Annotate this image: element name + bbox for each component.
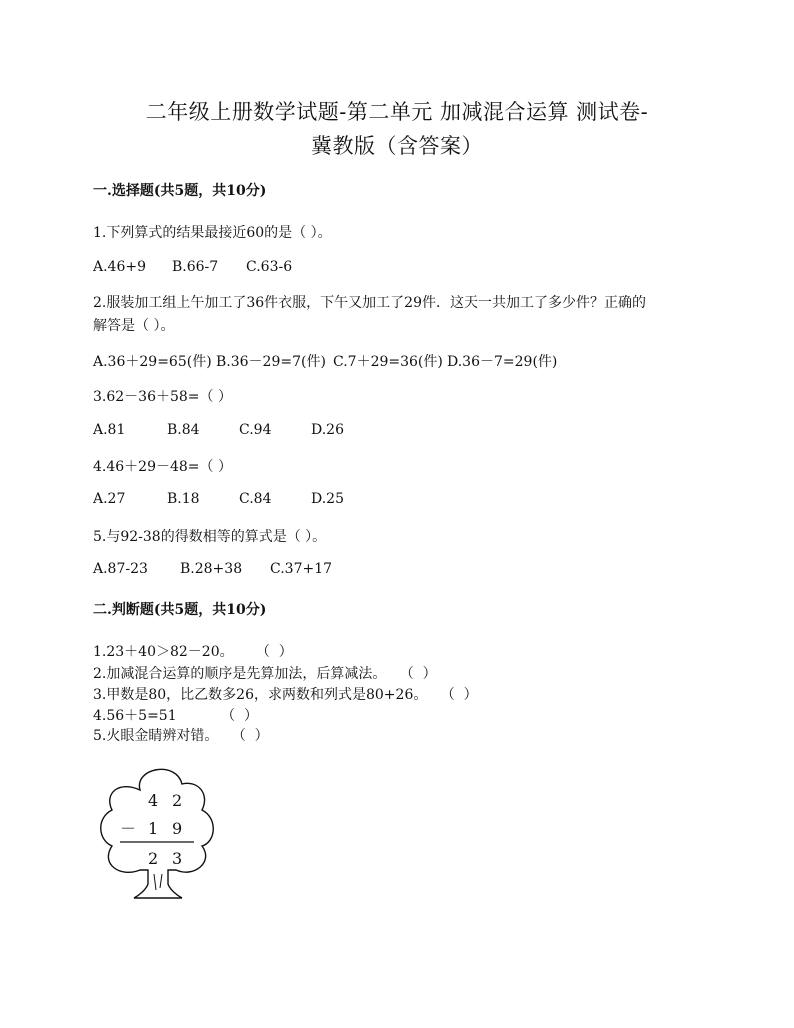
option-b: B.36－29=7(件) xyxy=(216,354,326,370)
option-c: C.84 xyxy=(239,491,272,507)
option-c: C.37+17 xyxy=(270,561,333,577)
judge-item-4: 4.56＋5=51 （ ） xyxy=(93,708,259,724)
question-1: 1.下列算式的结果最接近60的是（ ）。 xyxy=(93,225,332,241)
option-a: A.81 xyxy=(93,422,126,438)
option-b: B.84 xyxy=(167,422,200,438)
judge-item-5: 5.火眼金睛辨对错。 （ ） xyxy=(93,728,269,744)
option-d: D.36－7=29(件) xyxy=(447,354,558,370)
row1-ones: 2 xyxy=(172,791,183,810)
row3-tens: 2 xyxy=(148,849,159,868)
question-4-options xyxy=(93,491,344,507)
option-a: A.27 xyxy=(93,491,126,507)
question-4: 4.46＋29－48=（ ） xyxy=(93,459,232,475)
option-a: A.87-23 xyxy=(93,561,148,577)
option-c: C.7＋29=36(件) xyxy=(333,354,443,370)
option-b: B.28+38 xyxy=(180,561,243,577)
question-5: 5.与92-38的得数相等的算式是（ ）。 xyxy=(93,529,327,545)
question-5-options xyxy=(93,561,332,577)
page-title-line2: 冀教版（含答案） xyxy=(311,134,483,158)
question-3: 3.62－36＋58=（ ） xyxy=(93,389,232,405)
option-c: C.94 xyxy=(239,422,272,438)
row1-tens: 4 xyxy=(148,791,159,810)
option-b: B.18 xyxy=(167,491,200,507)
option-d: D.25 xyxy=(311,491,344,507)
minus-sign: － xyxy=(120,819,137,838)
section2-heading: 二.判断题(共5题，共10分) xyxy=(93,602,267,618)
question-3-options xyxy=(93,422,344,438)
option-b: B.66-7 xyxy=(172,259,219,275)
row2-ones: 9 xyxy=(172,819,183,838)
question-2-line1: 2.服装加工组上午加工了36件衣服，下午又加工了29件．这天一共加工了多少件？正确的 xyxy=(93,295,646,311)
row2-tens: 1 xyxy=(148,819,159,838)
row3-ones: 3 xyxy=(172,849,183,868)
question-2-line2: 解答是（ ）。 xyxy=(93,318,175,334)
tree-subtraction-figure xyxy=(98,762,218,902)
page-title-line1: 二年级上册数学试题-第二单元 加减混合运算 测试卷- xyxy=(145,100,649,124)
question-2-options xyxy=(93,351,557,371)
judge-item-2: 2.加减混合运算的顺序是先算加法，后算减法。 （ ） xyxy=(93,666,437,682)
option-c: C.63-6 xyxy=(246,259,293,275)
section1-heading: 一.选择题(共5题，共10分) xyxy=(93,183,267,199)
judge-item-1: 1.23＋40＞82－20。 （ ） xyxy=(93,644,293,660)
option-d: D.26 xyxy=(311,422,344,438)
question-1-options xyxy=(93,259,292,275)
option-a: A.46+9 xyxy=(93,259,147,275)
judge-item-3: 3.甲数是80，比乙数多26，求两数和列式是80+26。 （ ） xyxy=(93,687,478,703)
tree-trunk-detail xyxy=(154,874,162,890)
option-a: A.36＋29=65(件) xyxy=(93,354,212,370)
